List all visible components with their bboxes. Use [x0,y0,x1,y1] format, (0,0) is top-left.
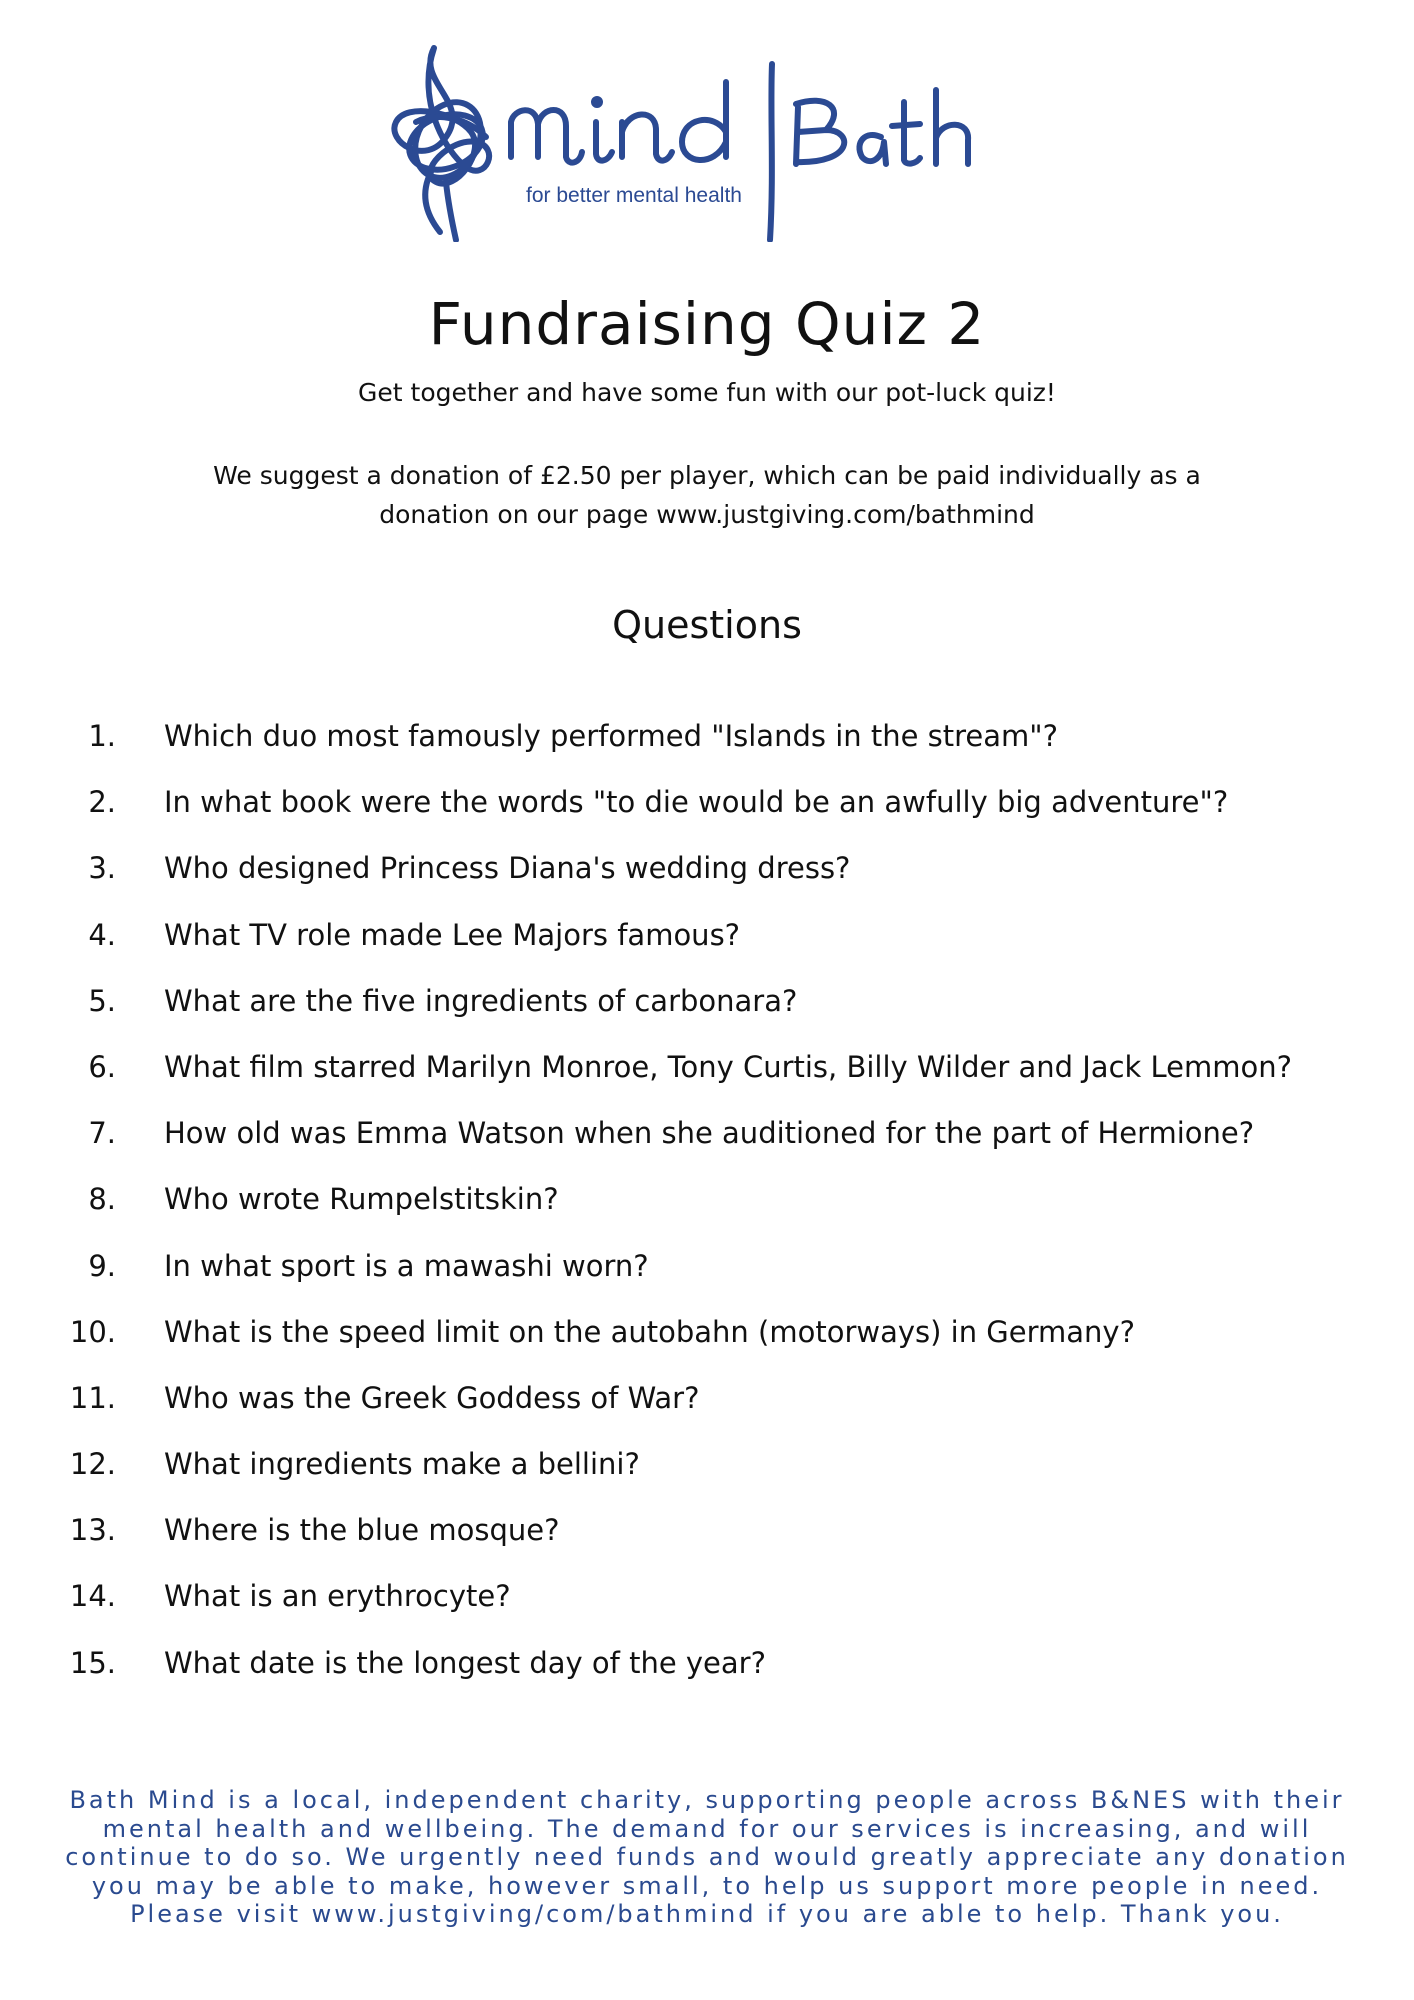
logo-tagline: for better mental health [526,184,742,207]
question-text: What date is the longest day of the year? [164,1645,766,1680]
question-item [60,718,1390,784]
questions-heading: Questions [612,603,802,647]
question-number: 5. [88,983,116,1018]
question-number: 15. [69,1645,116,1680]
question-item [60,1446,1390,1512]
question-number: 11. [69,1380,116,1415]
question-number: 13. [69,1513,116,1548]
question-text: What is the speed limit on the autobahn (motorways) in Germany? [164,1314,1135,1349]
question-number: 10. [69,1314,116,1349]
question-item [60,1049,1390,1115]
question-item [60,1380,1390,1446]
question-item [60,1248,1390,1314]
question-number: 3. [88,851,116,886]
question-text: What film starred Marilyn Monroe, Tony Curtis, Billy Wilder and Jack Lemmon? [164,1049,1293,1084]
question-number: 1. [88,719,116,753]
question-text: Who wrote Rumpelstitskin? [164,1182,559,1217]
question-item [60,784,1390,850]
question-list [60,718,1390,1711]
question-number: 7. [88,1116,116,1151]
question-item [60,983,1390,1049]
subtitle: Get together and have some fun with our pot-luck quiz! [358,378,1056,407]
question-number: 9. [88,1248,116,1283]
page-title: Fundraising Quiz 2 [428,290,986,358]
question-item [60,1314,1390,1380]
question-text: How old was Emma Watson when she auditioned for the part of Hermione? [164,1116,1255,1151]
question-item [60,1115,1390,1181]
question-item [60,1578,1390,1644]
question-text: What are the five ingredients of carbonara? [164,983,798,1018]
question-text: Where is the blue mosque? [164,1513,560,1548]
question-item [60,1645,1390,1711]
question-item [60,850,1390,916]
question-text: What is an erythrocyte? [164,1579,511,1614]
question-text: In what book were the words "to die would be an awfully big adventure"? [164,785,1229,820]
question-number: 4. [88,917,116,952]
donation-text: We suggest a donation of £2.50 per player, which can be paid individually as a donation on our page www.justgiving.com/bathmind [213,461,1201,529]
question-text: What ingredients make a bellini? [164,1447,640,1482]
question-item [60,917,1390,983]
question-text: What TV role made Lee Majors famous? [164,917,741,952]
question-number: 14. [69,1579,116,1614]
question-item [60,1181,1390,1247]
question-number: 8. [88,1182,116,1217]
question-text: Which duo most famously performed "Islands in the stream"? [164,719,1059,753]
question-text: Who was the Greek Goddess of War? [164,1380,700,1415]
question-text: Who designed Princess Diana's wedding dress? [164,851,851,886]
question-number: 6. [88,1049,116,1084]
question-item [60,1512,1390,1578]
charity-footer: Bath Mind is a local, independent charity, supporting people across B&NES with their mental health and wellbeing. The demand for our services is increasing, and will continue to do so. We urgently need funds and would greatly appreciate any donation you may be able to make, however small, to help us support more people in need. Please visit www.justgiving/com/bathmind if you are able to help. Thank you. [65,1786,1349,1928]
question-number: 2. [88,785,116,820]
question-text: In what sport is a mawashi worn? [164,1248,649,1283]
mind-bath-logo [376,42,1036,242]
question-number: 12. [69,1447,116,1482]
